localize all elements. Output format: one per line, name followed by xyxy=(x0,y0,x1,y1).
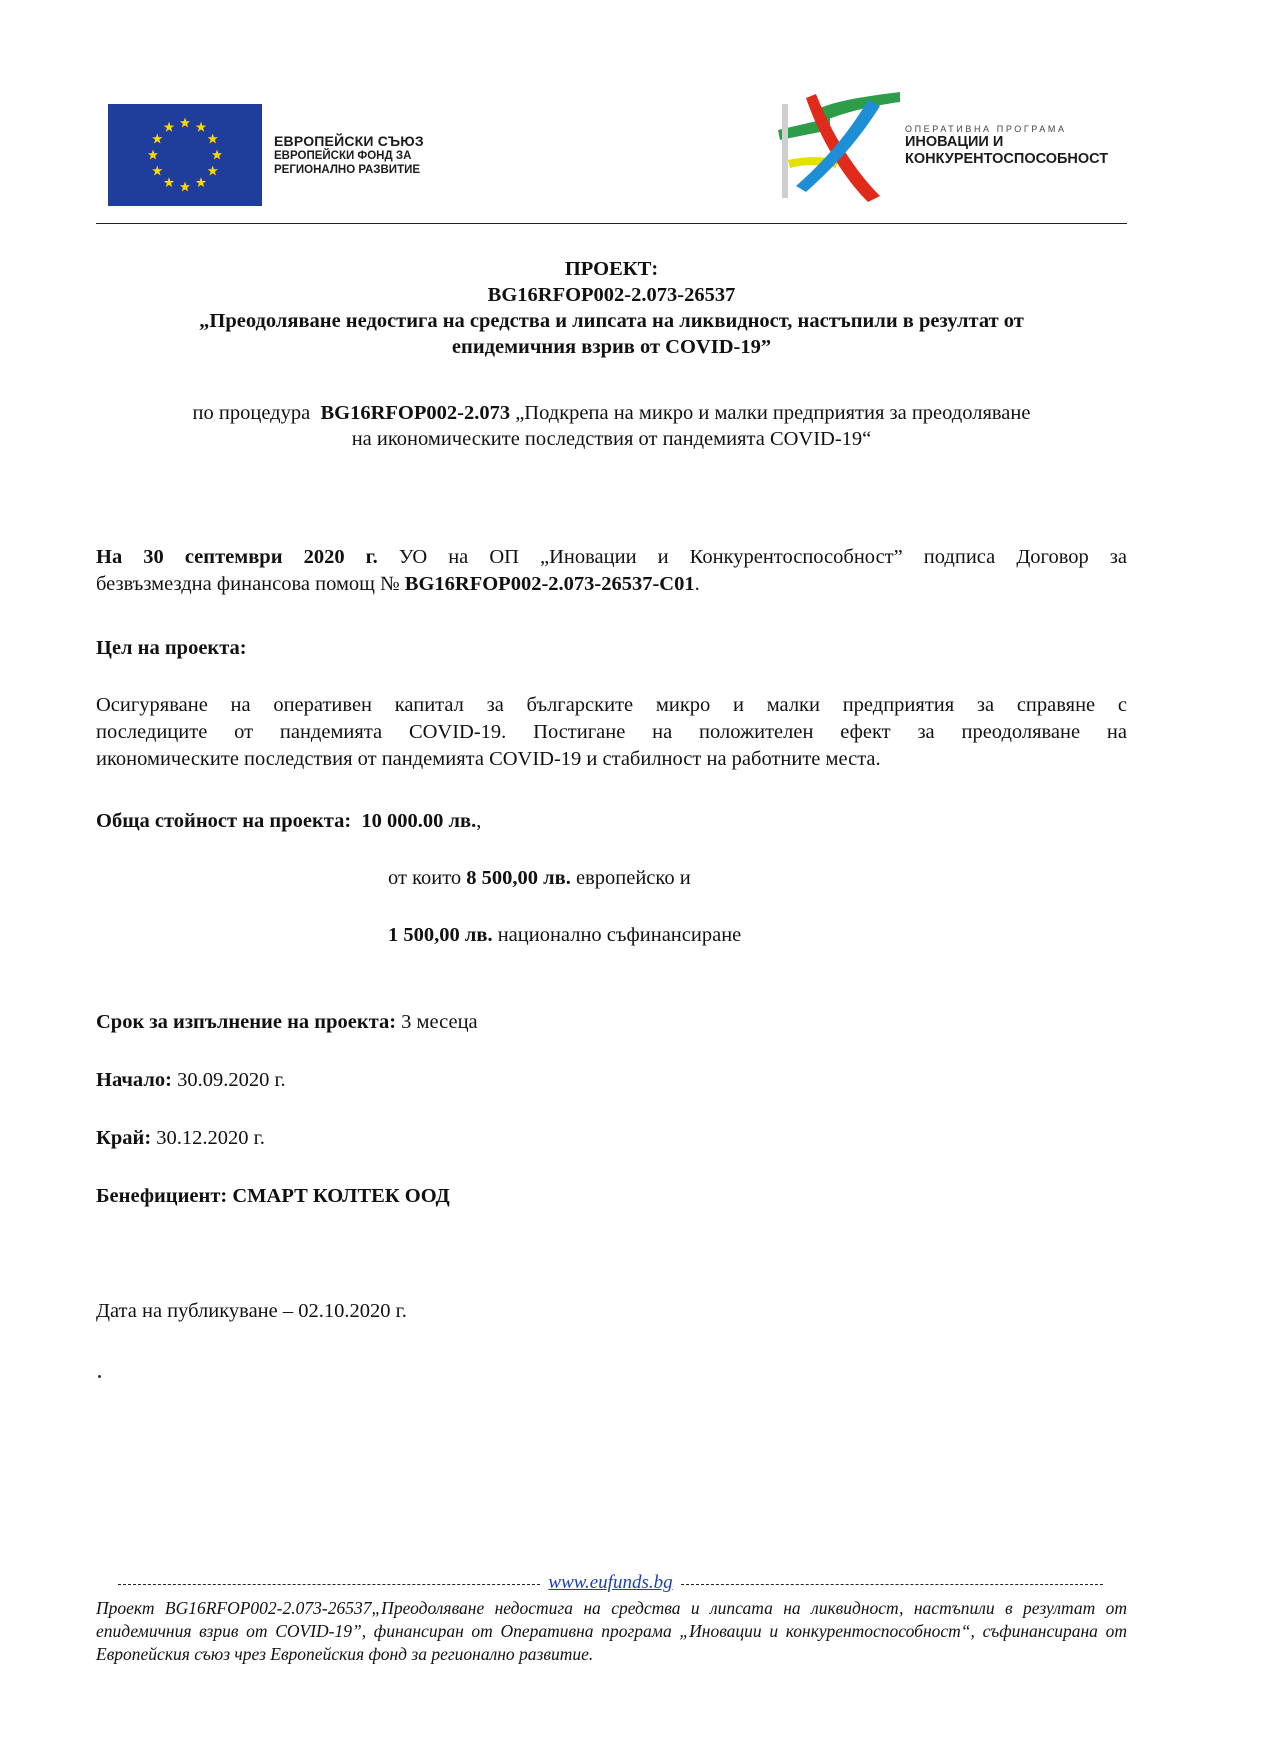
footer-dash-right xyxy=(681,1584,1103,1585)
eu-logo-line3: РЕГИОНАЛНО РАЗВИТИЕ xyxy=(274,164,421,176)
goal-line2: последиците от пандемията COVID-19. Постигане на положителен ефект за преодоляване на xyxy=(96,721,1127,743)
contract-paragraph xyxy=(96,544,1127,598)
stray-dot xyxy=(98,1375,101,1378)
eu-funding-line xyxy=(388,865,691,891)
value-label: Обща стойност на проекта: xyxy=(96,810,352,832)
opic-logo-small: ОПЕРАТИВНА ПРОГРАМА xyxy=(905,124,1067,134)
start-label: Начало: xyxy=(96,1069,172,1091)
of-which-label: от които xyxy=(388,867,462,889)
value-comma: , xyxy=(476,810,482,832)
eu-star-icon xyxy=(207,134,217,144)
opic-logo-line1: ИНОВАЦИИ И xyxy=(905,134,1004,150)
eu-logo-text xyxy=(274,133,424,177)
project-label: ПРОЕКТ: xyxy=(564,258,659,280)
header-divider xyxy=(96,223,1127,224)
eu-logo xyxy=(108,104,438,206)
eu-amount: 8 500,00 лв. xyxy=(466,867,571,889)
procedure-prefix: по процедура xyxy=(192,402,311,424)
procedure-name-line2: на икономическите последствия от пандемията COVID-19“ xyxy=(351,428,872,450)
contract-number: BG16RFOP002-2.073-26537-C01 xyxy=(404,573,695,595)
eu-star-icon xyxy=(152,166,162,176)
eu-star-icon xyxy=(207,166,217,176)
duration-label: Срок за изпълнение на проекта: xyxy=(96,1011,397,1033)
procedure-block xyxy=(96,400,1127,452)
project-title-block xyxy=(96,256,1127,360)
eu-star-icon xyxy=(180,118,190,128)
footer-dash-left xyxy=(118,1584,540,1585)
eu-text: европейско и xyxy=(575,867,691,889)
national-funding-line xyxy=(388,922,741,948)
eu-logo-line1: ЕВРОПЕЙСКИ СЪЮЗ xyxy=(274,133,424,149)
start-value: 30.09.2020 г. xyxy=(177,1069,286,1091)
end-line xyxy=(96,1125,265,1151)
national-amount: 1 500,00 лв. xyxy=(388,924,493,946)
opic-logo xyxy=(760,90,1130,206)
project-code: BG16RFOP002-2.073-26537 xyxy=(487,284,736,306)
contract-text-line1: УО на ОП „Иновации и Конкурентоспособност” подписа Договор за xyxy=(398,546,1127,568)
eu-star-icon xyxy=(196,177,206,187)
footer-text: Проект BG16RFOP002-2.073-26537„Преодоляване недостига на средства и липсата на ликвидност, настъпили в резултат от епидемичния взрив от COVID-19”, финансиран от Оперативна програма „Иновации и конкурентоспособност“, съфинансирана от Европейския съюз чрез Европейския фонд за регионално развитие. xyxy=(96,1598,1127,1664)
beneficiary-label: Бенефициент: xyxy=(96,1185,228,1207)
value-line xyxy=(96,808,481,834)
contract-date: На 30 септември 2020 г. xyxy=(96,546,378,568)
footer-link-row-visible xyxy=(118,1570,1103,1596)
opic-logo-line2: КОНКУРЕНТОСПОСОБНОСТ xyxy=(905,151,1109,167)
goal-line1: Осигуряване на оперативен капитал за българските микро и малки предприятия за справяне с xyxy=(96,694,1127,716)
footer-link-row xyxy=(118,1232,1108,1258)
eu-star-icon xyxy=(212,150,222,160)
beneficiary-line xyxy=(96,1183,450,1209)
contract-end: . xyxy=(694,573,700,595)
goal-heading: Цел на проекта: xyxy=(96,637,247,659)
contract-text-line2: безвъзмездна финансова помощ № xyxy=(96,573,400,595)
beneficiary-value: СМАРТ КОЛТЕК ООД xyxy=(232,1185,450,1207)
publication-date: Дата на публикуване – 02.10.2020 г. xyxy=(96,1300,407,1322)
procedure-name-line1: „Подкрепа на микро и малки предприятия за преодоляване xyxy=(515,402,1031,424)
end-value: 30.12.2020 г. xyxy=(156,1127,265,1149)
opic-mark-icon xyxy=(760,90,900,206)
duration-value: 3 месеца xyxy=(401,1011,478,1033)
eu-flag-icon xyxy=(108,104,262,206)
opic-logo-text xyxy=(905,124,1108,168)
project-name-line2: епидемичния взрив от COVID-19” xyxy=(451,336,772,358)
duration-line xyxy=(96,1009,478,1035)
eu-logo-line2: ЕВРОПЕЙСКИ ФОНД ЗА xyxy=(274,150,412,162)
eu-star-icon xyxy=(180,182,190,192)
eu-star-icon xyxy=(196,122,206,132)
goal-paragraph xyxy=(96,692,1127,773)
end-label: Край: xyxy=(96,1127,152,1149)
value-total: 10 000.00 лв. xyxy=(361,810,477,832)
procedure-code: BG16RFOP002-2.073 xyxy=(320,402,511,424)
goal-line3: икономическите последствия от пандемията COVID-19 и стабилност на работните места. xyxy=(96,748,881,770)
start-line xyxy=(96,1067,286,1093)
national-text: национално съфинансиране xyxy=(497,924,742,946)
eu-star-icon xyxy=(164,122,174,132)
eufunds-link[interactable]: www.eufunds.bg xyxy=(548,1572,673,1593)
eu-star-icon xyxy=(148,150,158,160)
eu-star-icon xyxy=(164,177,174,187)
eu-star-icon xyxy=(152,134,162,144)
project-name-line1: „Преодоляване недостига на средства и липсата на ликвидност, настъпили в резултат от xyxy=(199,310,1024,332)
